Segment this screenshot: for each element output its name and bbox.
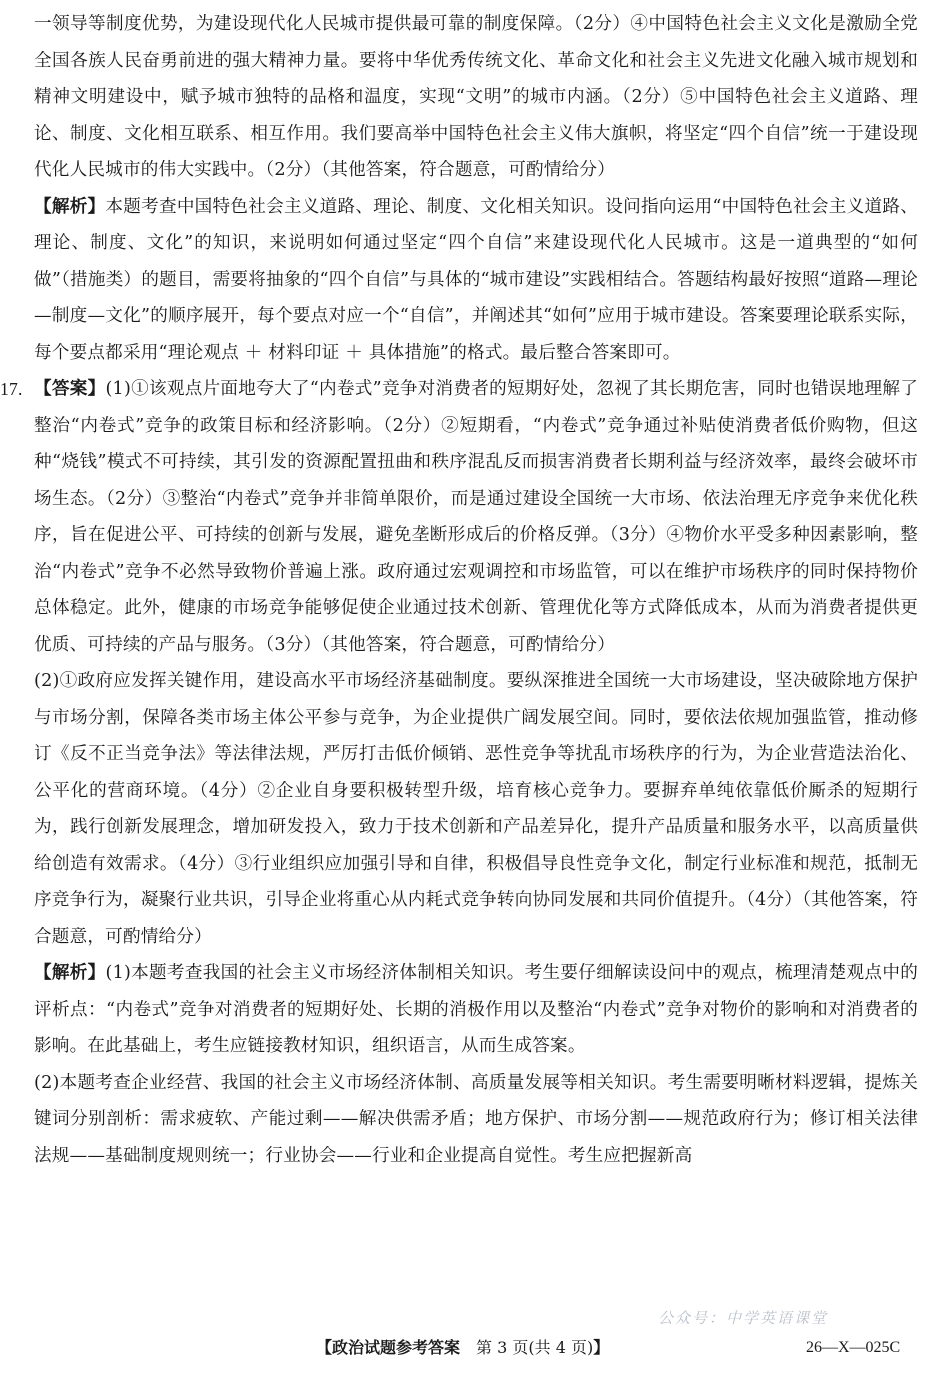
analysis-text: (1)本题考查我国的社会主义市场经济体制相关知识。考生要仔细解读设问中的观点，梳理清楚观点中的评析点：“内卷式”竞争对消费者的短期好处、长期的消极作用以及整治“内卷式”竞争对物价的影响和对消费者的影响。在此基础上，考生应链接教材知识，组织语言，从而生成答案。 <box>34 963 918 1056</box>
answer-page <box>0 6 918 1174</box>
footer-title-text: 【政治试题参考答案 <box>316 1338 477 1357</box>
answer-paragraph-17-part2: (2)①政府应发挥关键作用，建设高水平市场经济基础制度。要纵深推进全国统一大市场建设，坚决破除地方保护与市场分割，保障各类市场主体公平参与竞争，为企业提供广阔发展空间。同时，要依法依规加强监管，推动修订《反不正当竞争法》等法律法规，严厉打击低价倾销、恶性竞争等扰乱市场秩序的行为，为企业营造法治化、公平化的营商环境。（4分）②企业自身要积极转型升级，培育核心竞争力。要摒弃单纯依靠低价厮杀的短期行为，践行创新发展理念，增加研发投入，致力于技术创新和产品差异化，提升产品质量和服务水平，以高质量供给创造有效需求。（4分）③行业组织应加强引导和自律，积极倡导良性竞争文化，制定行业标准和规范，抵制无序竞争行为，凝聚行业共识，引导企业将重心从内耗式竞争转向协同发展和共同价值提升。（4分）（其他答案，符合题意，可酌情给分） <box>34 671 918 947</box>
watermark: 公众号：中学英语课堂 <box>658 1309 829 1327</box>
question-number: 17. <box>0 379 23 399</box>
answer-text-part1: (1)①该观点片面地夸大了“内卷式”竞争对消费者的短期好处，忽视了其长期危害，同时也错误地理解了整治“内卷式”竞争的政策目标和经济影响。（2分）②短期看，“内卷式”竞争通过补贴使消费者低价购物，但这种“烧钱”模式不可持续，其引发的资源配置扭曲和秩序混乱反而损害消费者长期利益与经济效率，最终会破坏市场生态。（2分）③整治“内卷式”竞争并非简单限价，而是通过建设全国统一大市场、依法治理无序竞争来优化秩序，旨在促进公平、可持续的创新与发展，避免垄断形成后的价格反弹。（3分）④物价水平受多种因素影响，整治“内卷式”竞争不必然导致物价普遍上涨。政府通过宏观调控和市场监管，可以在维护市场秩序的同时保持物价总体稳定。此外，健康的市场竞争能够促使企业通过技术创新、管理优化等方式降低成本，从而为消费者提供更优质、可持续的产品与服务。（3分）（其他答案，符合题意，可酌情给分） <box>34 379 918 655</box>
answer-tag: 【答案】 <box>34 379 106 399</box>
answer-paragraph-17-part1 <box>0 371 918 663</box>
page-footer <box>0 1334 950 1374</box>
document-code: 26—X—025C <box>806 1339 901 1356</box>
analysis-tag: 【解析】 <box>34 196 106 217</box>
analysis-paragraph-16 <box>34 189 918 372</box>
page-number: 第 3 页(共 4 页) <box>476 1338 594 1357</box>
analysis-text: 本题考查中国特色社会主义道路、理论、制度、文化相关知识。设问指向运用“中国特色社会主义道路、理论、制度、文化”的知识，来说明如何通过坚定“四个自信”来建设现代化人民城市。这是一道典型的“如何做”（措施类）的题目，需要将抽象的“四个自信”与具体的“城市建设”实践相结合。答题结构最好按照“道路—理论—制度—文化”的顺序展开，每个要点对应一个“自信”，并阐述其“如何”应用于城市建设。答案要理论联系实际，每个要点都采用“理论观点 ＋ 材料印证 ＋ 具体措施”的格式。最后整合答案即可。 <box>34 196 918 363</box>
analysis-tag: 【解析】 <box>34 963 106 983</box>
analysis-paragraph-17-part1 <box>34 955 918 1065</box>
footer-title-end: 】 <box>593 1338 610 1357</box>
analysis-paragraph-17-part2: (2)本题考查企业经营、我国的社会主义市场经济体制、高质量发展等相关知识。考生需要明晰材料逻辑，提炼关键词分别剖析：需求疲软、产能过剩——解决供需矛盾；地方保护、市场分割——规范政府行为；修订相关法律法规——基础制度规则统一；行业协会——行业和企业提高自觉性。考生应把握新高 <box>34 1072 918 1166</box>
answer-paragraph-16-continued: 一领导等制度优势，为建设现代化人民城市提供最可靠的制度保障。（2分）④中国特色社会主义文化是激励全党全国各族人民奋勇前进的强大精神力量。要将中华优秀传统文化、革命文化和社会主义先进文化融入城市规划和精神文明建设中，赋予城市独特的品格和温度，实现“文明”的城市内涵。（2分）⑤中国特色社会主义道路、理论、制度、文化相互联系、相互作用。我们要高举中国特色社会主义伟大旗帜，将坚定“四个自信”统一于建设现代化人民城市的伟大实践中。（2分）（其他答案，符合题意，可酌情给分） <box>34 14 918 180</box>
footer-title <box>316 1334 609 1362</box>
